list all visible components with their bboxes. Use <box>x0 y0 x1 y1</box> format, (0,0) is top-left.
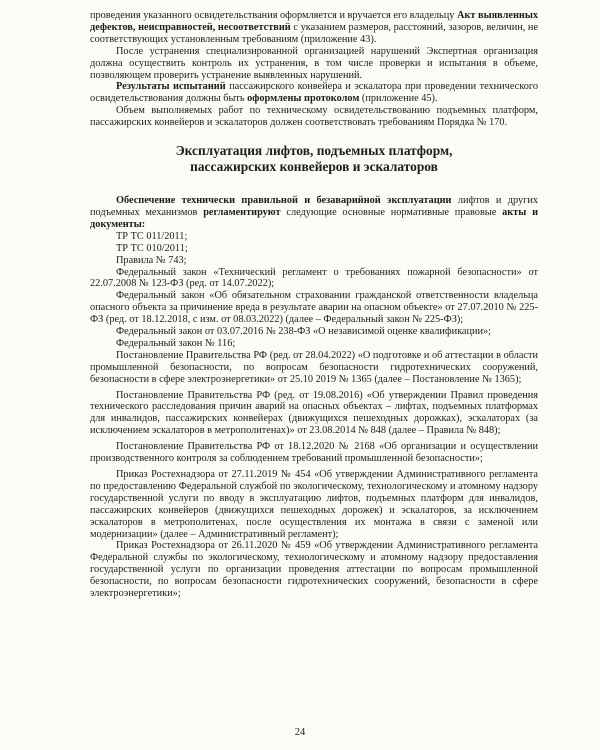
list-item: Федеральный закон от 03.07.2016 № 238-ФЗ «О независимой оценке квалификации»; <box>116 326 492 338</box>
list-item: Федеральный закон № 116; <box>116 337 236 349</box>
list-item: Правила № 743; <box>116 254 187 266</box>
list-item: ТР ТС 010/2011; <box>116 242 188 254</box>
bold-term-results: Результаты испытаний <box>116 81 226 93</box>
bold-term-protocol: оформлены протоколом <box>247 93 360 105</box>
page-number: 24 <box>294 727 306 738</box>
paragraph-scope: Объем выполняемых работ по техническому освидетельствованию подъемных платформ, пассажирских конвейеров и эскалаторов должен соответствовать требованиям Порядка № 170. <box>90 105 538 129</box>
list-item: Приказ Ростехнадзора от 26.11.2020 № 459 «Об утверждении Административного регламента Федеральной службы по экологическому, технологическому и атомному надзору предоставления государственной услуги по организации проведения аттестации по вопросам промышленной безопасности, по вопросам безопасности гидротехнических сооружений, безопасности в сфере электроэнергетики»; <box>90 540 538 600</box>
bold-term-operation: Обеспечение технически правильной и безаварийной эксплуатации <box>116 195 452 207</box>
paragraph-lead <box>90 195 538 231</box>
section-heading <box>90 143 538 175</box>
list-item: Федеральный закон «Об обязательном страховании гражданской ответственности владельца опасного объекта за причинение вреда в результате аварии на опасном объекте» от 27.07.2010 № 225-ФЗ (ред. от 18.12.2018, с изм. от 08.03.2022) (далее – Федеральный закон № 225-ФЗ); <box>90 290 538 326</box>
text-run: (приложение 45). <box>359 93 438 105</box>
text-run: с указанием размеров, расстояний, зазоров, величин, не соответствующих установленным требованиям (приложение 43). <box>90 21 539 45</box>
list-item: ТР ТС 011/2011; <box>116 230 188 242</box>
text-run: лифтов и других подъемных механизмов <box>90 195 538 218</box>
list-item: Федеральный закон «Технический регламент о требованиях пожарной безопасности» от 22.07.2008 № 123-ФЗ (ред. от 14.07.2022); <box>90 266 538 290</box>
paragraph-control: После устранения специализированной организацией нарушений Экспертная организация должна осуществить контроль их устранения, в том числе проверки и испытания в объеме, позволяющем проверить устранение выявленных нарушений. <box>90 45 538 81</box>
text-run: следующие основные нормативные правовые <box>280 206 503 218</box>
paragraph-act <box>90 10 538 46</box>
bold-term-acts: акты и документы: <box>90 206 538 230</box>
bold-term-act: Акт выявленных дефектов, неисправностей, несоответствий <box>90 10 539 33</box>
text-run: пассажирского конвейера и эскалатора при проведении технического освидетельствования должны быть <box>90 81 538 105</box>
heading-line-2: пассажирских конвейеров и эскалаторов <box>190 159 438 175</box>
text-run: проведения указанного освидетельствания оформляется и вручается его владельцу <box>90 10 457 21</box>
paragraph-results <box>90 81 538 105</box>
bold-term-regulate: регламентируют <box>203 206 281 218</box>
list-item: Постановление Правительства РФ (ред. от 28.04.2022) «О подготовке и об аттестации в области промышленной безопасности, по вопросам безопасности гидротехнических сооружений, безопасности в сфере электроэнергетики» от 25.10 2019 № 1365 (далее – Постановление № 1365); <box>90 349 538 385</box>
list-item: Постановление Правительства РФ от 18.12.2020 № 2168 «Об организации и осуществлении производственного контроля за соблюдением требований промышленной безопасности»; <box>90 441 538 465</box>
heading-line-1: Эксплуатация лифтов, подъемных платформ, <box>175 143 453 159</box>
list-item: Приказ Ростехнадзора от 27.11.2019 № 454 «Об утверждении Административного регламента по предоставлению Федеральной службой по экологическому, технологическому и атомному надзору государственной услуги по вводу в эксплуатацию лифтов, подъемных платформ для инвалидов, пассажирских конвейеров (движущихся пешеходных дорожек) и эскалаторов, за исключением эскалаторов в метрополитенах, после осуществления их монтажа в связи с заменой или модернизации» (далее – Административный регламент); <box>90 469 538 540</box>
list-item: Постановление Правительства РФ (ред. от 19.08.2016) «Об утверждении Правил проведения технического расследования причин аварий на опасных объектах – лифтах, подъемных платформах для инвалидов, пассажирских конвейерах (движущихся пешеходных дорожках), эскалаторах (за исключением эскалаторов в метрополитенах)» от 23.08.2014 № 848 (далее – Правила № 848); <box>90 389 538 437</box>
